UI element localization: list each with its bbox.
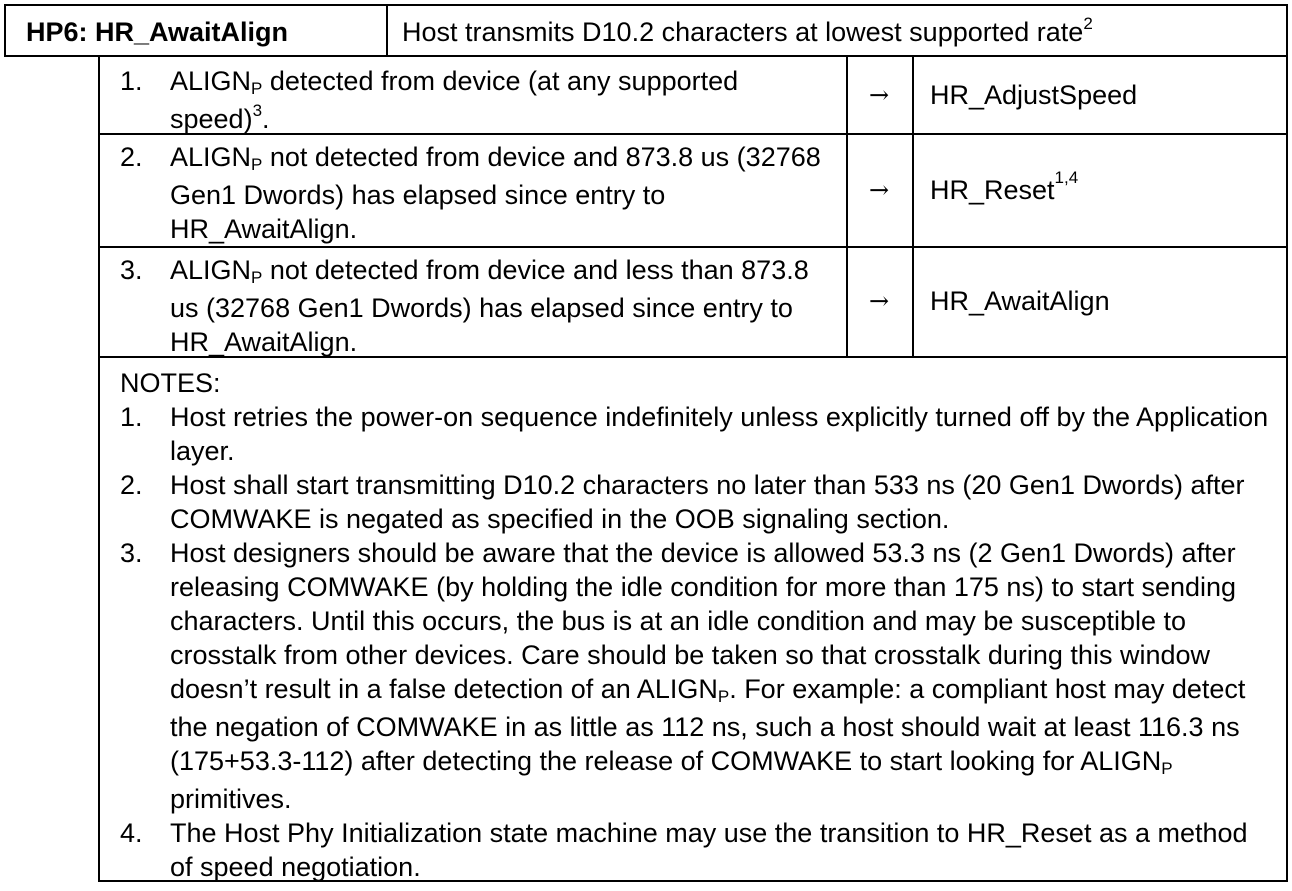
note-text: The Host Phy Initialization state machine may use the transition to HR_Reset as a method of speed negotiation. xyxy=(170,818,1248,882)
right-arrow-icon: → xyxy=(868,287,890,315)
footnote-ref: 1,4 xyxy=(1054,167,1079,187)
state-description: Host transmits D10.2 characters at lowest supported rate xyxy=(402,17,1084,47)
state-name: HP6: HR_AwaitAlign xyxy=(26,17,289,47)
transition-arrow-3 xyxy=(846,246,914,358)
target-state: HR_AdjustSpeed xyxy=(930,80,1138,110)
note-item xyxy=(120,468,1276,536)
note-number: 3. xyxy=(120,538,143,568)
transition-number: 1. xyxy=(120,66,143,96)
footnote-ref: 3 xyxy=(252,101,263,120)
transition-text: $ALIGN_P$ detected from device (at any supported speed)$^3$. xyxy=(170,66,739,134)
transition-condition-3 xyxy=(98,246,848,358)
footnote-ref: 2 xyxy=(1083,14,1093,33)
transition-arrow-2 xyxy=(846,133,914,248)
note-number: 1. xyxy=(120,402,143,432)
right-arrow-icon: → xyxy=(868,175,890,204)
notes-section xyxy=(98,356,1288,882)
note-item xyxy=(120,816,1276,884)
target-state: HR_Reset xyxy=(930,174,1055,205)
transition-condition-2 xyxy=(98,133,848,248)
transition-target-1 xyxy=(912,55,1288,135)
transition-target-2 xyxy=(912,133,1288,248)
transition-target-3 xyxy=(912,246,1288,358)
note-text: Host designers should be aware that the device is allowed 53.3 ns (2 Gen1 Dwords) after releasing COMWAKE (by holding the idle condition for more than 175 ns) to start sending characters. Until this occurs, the bus is at an idle condition and may be susceptible to crosstalk from other devices. Care should be taken so that crosstalk during this window doesn’t result in a false detection of an $ALIGN_P$. For example: a compliant host may detect the negation of COMWAKE in as little as 112 ns, such a host should wait at least 116.3 ns (175+53.3-112) after detecting the release of COMWAKE to start looking for $ALIGN_P$ primitives. xyxy=(170,538,1246,814)
right-arrow-icon: → xyxy=(868,81,890,109)
transition-condition-1 xyxy=(98,55,848,135)
note-text: Host retries the power-on sequence indefinitely unless explicitly turned off by the Application layer. xyxy=(170,402,1269,466)
state-name-cell xyxy=(4,4,388,57)
note-item xyxy=(120,400,1276,468)
note-number: 2. xyxy=(120,470,143,500)
target-state: HR_AwaitAlign xyxy=(930,286,1110,316)
note-text: Host shall start transmitting D10.2 characters no later than 533 ns (20 Gen1 Dwords) after COMWAKE is negated as specified in the OOB signaling section. xyxy=(170,470,1245,534)
transition-text: $ALIGN_P$ not detected from device and 873.8 us (32768 Gen1 Dwords) has elapsed since entry to HR_AwaitAlign. xyxy=(170,142,821,244)
transition-number: 3. xyxy=(120,255,143,285)
transition-number: 2. xyxy=(120,142,143,172)
note-number: 4. xyxy=(120,818,143,848)
note-item xyxy=(120,536,1276,816)
notes-title: NOTES: xyxy=(120,368,221,398)
state-description-cell xyxy=(386,4,1288,57)
transition-text: $ALIGN_P$ not detected from device and less than 873.8 us (32768 Gen1 Dwords) has elapsed since entry to HR_AwaitAlign. xyxy=(170,255,809,357)
transition-arrow-1 xyxy=(846,55,914,135)
